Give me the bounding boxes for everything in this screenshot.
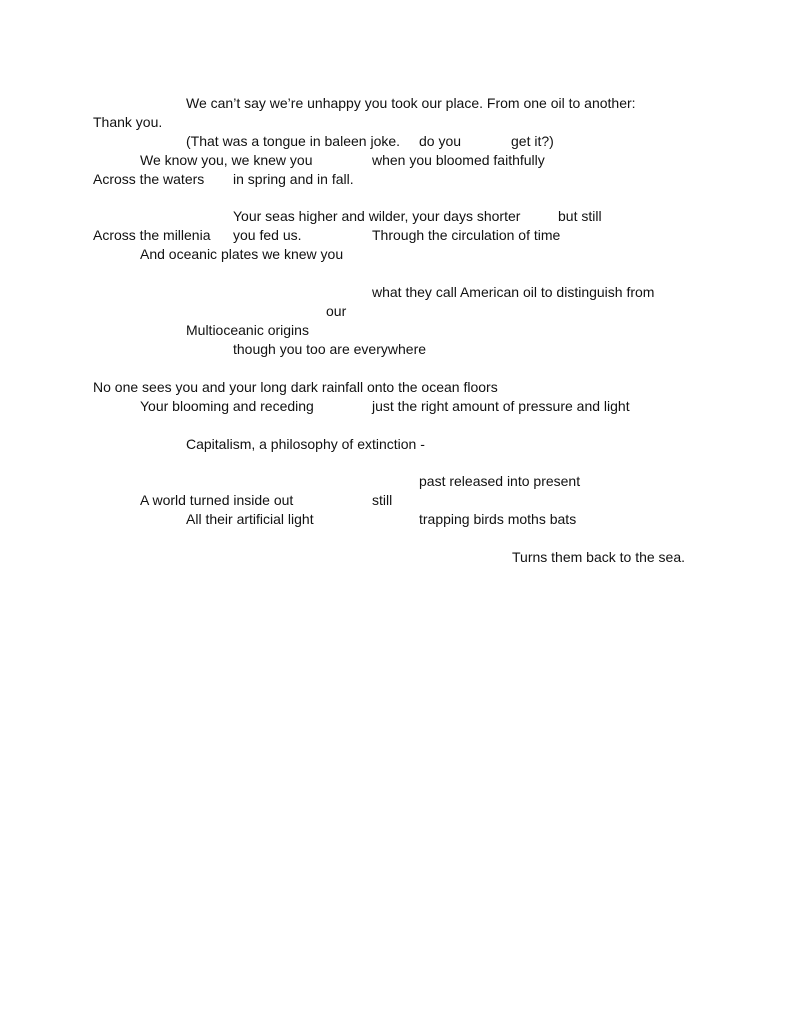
poem-line-fragment: do you <box>419 133 462 149</box>
poem-line: past released into present <box>419 473 581 489</box>
poem-line-fragment: in spring and in fall. <box>233 171 354 187</box>
poem-line: Capitalism, a philosophy of extinction - <box>186 436 425 452</box>
poem-line-fragment: when you bloomed faithfully <box>372 152 545 168</box>
poem-line-fragment: trapping birds moths bats <box>419 511 577 527</box>
poem-line: We know you, we knew you <box>140 152 313 168</box>
poem-line-fragment: just the right amount of pressure and light <box>372 398 630 414</box>
poem-line: Across the millenia <box>93 227 211 243</box>
poem-line: Thank you. <box>93 114 163 130</box>
poem-line: Multioceanic origins <box>186 322 309 338</box>
poem-line-fragment: but still <box>558 208 602 224</box>
poem-line: our <box>326 303 347 319</box>
poem-line-fragment: get it?) <box>511 133 554 149</box>
poem-line: No one sees you and your long dark rainfall onto the ocean floors <box>93 379 498 395</box>
poem-line: And oceanic plates we knew you <box>140 246 344 262</box>
poem-line-fragment: still <box>372 492 393 508</box>
poem-line: what they call American oil to distinguish from <box>372 284 655 300</box>
poem-line: Your seas higher and wilder, your days shorter <box>233 208 521 224</box>
poem-line: though you too are everywhere <box>233 341 427 357</box>
poem-line-fragment: Through the circulation of time <box>372 227 561 243</box>
poem-line: Turns them back to the sea. <box>512 549 686 565</box>
poem-line: (That was a tongue in baleen joke. <box>186 133 401 149</box>
poem-line: Your blooming and receding <box>140 398 314 414</box>
poem-line: Across the waters <box>93 171 205 187</box>
poem-line: A world turned inside out <box>140 492 294 508</box>
poem-line: All their artificial light <box>186 511 314 527</box>
poem-line-fragment: you fed us. <box>233 227 302 243</box>
poem-line: We can’t say we’re unhappy you took our place. From one oil to another: <box>186 95 636 111</box>
